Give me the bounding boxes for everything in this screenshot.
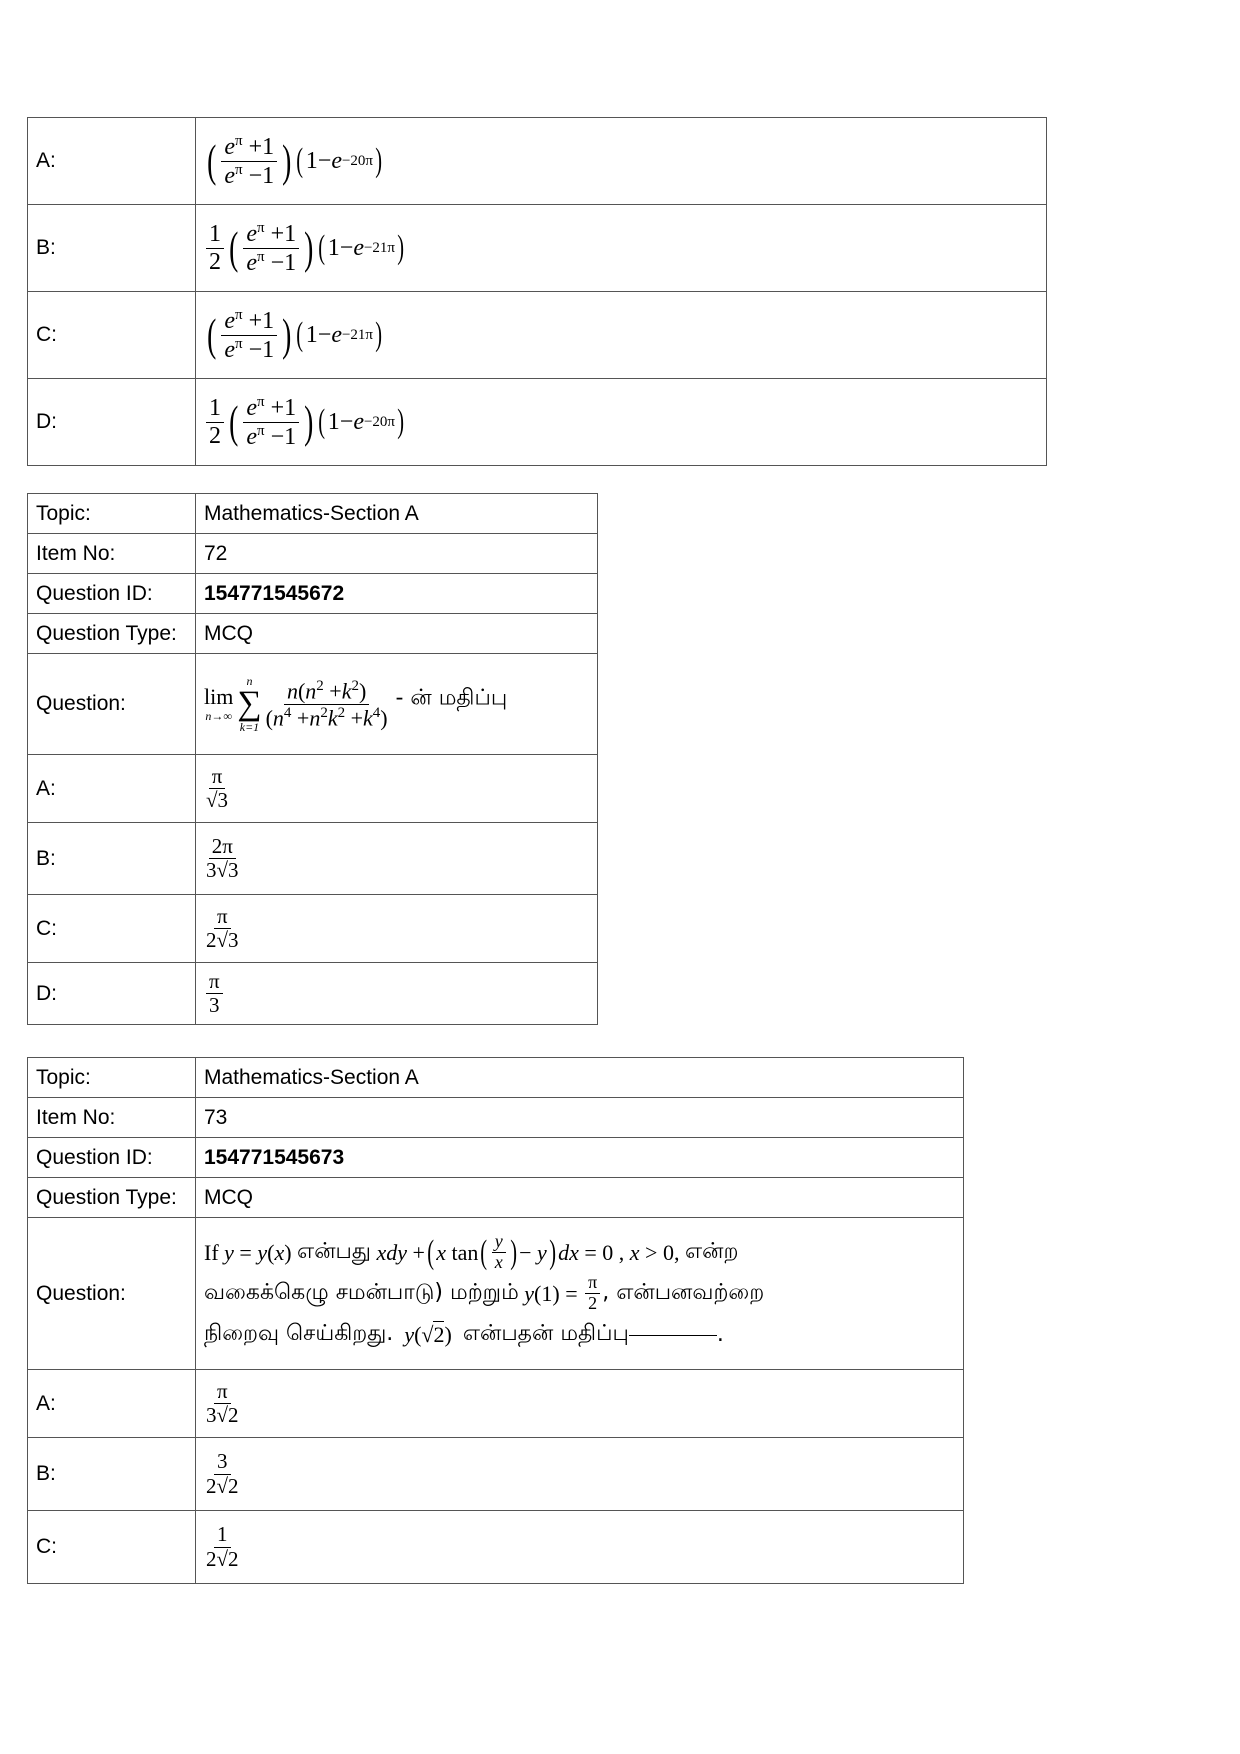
option-label: A:: [28, 1370, 196, 1438]
item-no-label: Item No:: [28, 1098, 196, 1138]
question-id-value: 154771545672: [196, 574, 598, 614]
option-label: D:: [28, 379, 196, 466]
option-formula: $\frac{1}{2}$ ( $\frac{e^\pi +1}{e^\pi -1}$ ) ( 1− e −20π ): [196, 379, 1047, 466]
item-no-label: Item No:: [28, 534, 196, 574]
option-row: [28, 379, 1047, 466]
answer-blank: [629, 1334, 717, 1336]
topic-label: Topic:: [28, 494, 196, 534]
option-row: [28, 205, 1047, 292]
exponent: −21π: [341, 326, 374, 343]
option-d-value: $\frac{\pi}{3}$: [206, 970, 223, 1017]
exponent: −20π: [363, 413, 396, 430]
option-label: B:: [28, 823, 196, 895]
question-type-label: Question Type:: [28, 1178, 196, 1218]
option-label: A:: [28, 755, 196, 823]
item-no-value: 73: [196, 1098, 964, 1138]
option-b-value: $\frac{2\pi}{3√3}$: [206, 833, 239, 882]
question-type-value: MCQ: [196, 1178, 964, 1218]
option-c-value: $\frac{1}{2√2}$: [206, 1522, 239, 1571]
option-b-value: $\frac{3}{2√2}$: [206, 1449, 239, 1498]
option-formula: $\frac{1}{2}$ ( $\frac{e^\pi +1}{e^\pi -1}$ ) ( 1− e −21π ): [196, 205, 1047, 292]
option-label: C:: [28, 1511, 196, 1584]
option-a-value: $\frac{\pi}{√3}$: [206, 763, 229, 812]
question-73-table: [27, 1057, 964, 1584]
exponent: −21π: [363, 239, 396, 256]
question-type-value: MCQ: [196, 614, 598, 654]
question-suffix: - ன் மதிப்பு: [395, 685, 508, 711]
option-a-value: $\frac{\pi}{3√2}$: [206, 1378, 239, 1427]
option-label: B:: [28, 1438, 196, 1511]
option-label: A:: [28, 118, 196, 205]
topic-value: Mathematics-Section A: [196, 1058, 964, 1098]
item-no-value: 72: [196, 534, 598, 574]
option-label: D:: [28, 963, 196, 1025]
topic-value: Mathematics-Section A: [196, 494, 598, 534]
topic-label: Topic:: [28, 1058, 196, 1098]
question-id-value: 154771545673: [196, 1138, 964, 1178]
question-label: Question:: [28, 1218, 196, 1370]
question-72-table: [27, 493, 598, 1025]
option-label: B:: [28, 205, 196, 292]
option-formula: ( $\frac{e^\pi +1}{e^\pi -1}$ ) ( 1− e −21π ): [196, 292, 1047, 379]
exponent: −20π: [341, 152, 374, 169]
question-type-label: Question Type:: [28, 614, 196, 654]
option-label: C:: [28, 895, 196, 963]
question-label: Question:: [28, 654, 196, 755]
option-formula: ( $\frac{e^\pi +1}{e^\pi -1}$ ) ( 1− e −20π ): [196, 118, 1047, 205]
option-label: C:: [28, 292, 196, 379]
option-c-value: $\frac{\pi}{2√3}$: [206, 903, 239, 952]
question-id-label: Question ID:: [28, 1138, 196, 1178]
question-id-label: Question ID:: [28, 574, 196, 614]
options-table-prev: [27, 117, 1047, 466]
option-row: [28, 292, 1047, 379]
question-text: If y = y ( x ) என்பது xdy + ( x tan ( $\frac{y}{x}$ ) − y ) dx = 0 , x > 0, என்ற வகைக்கெழு சமன்பாடு) மற்றும் y (1) = $\frac{\pi}{2}$ , என்பனவற்றை நிறைவு செய்கிறது. y (√ 2 ) என்பதன் மதிப்பு .: [196, 1218, 964, 1370]
option-row: [28, 118, 1047, 205]
question-text: lim n→∞ n ∑ k=1 $\frac{n(n^2 +k^2)}{(n^4 +n^2k^2 +k^4)}$ - ன் மதிப்பு: [196, 654, 598, 755]
